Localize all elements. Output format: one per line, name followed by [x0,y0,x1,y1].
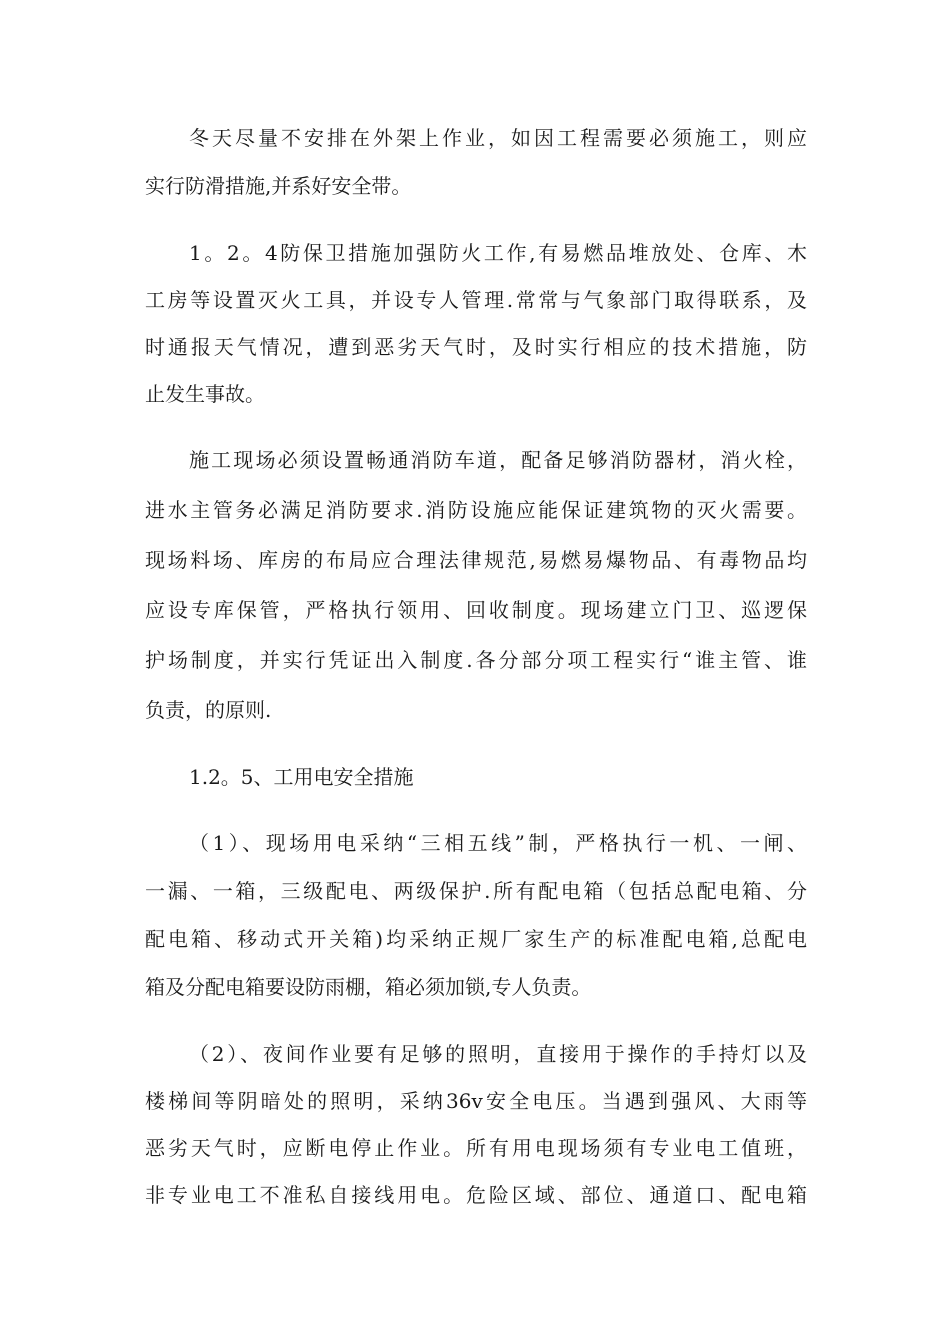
paragraph-1-line-2: 实行防滑措施,并系好安全带。 [145,174,412,198]
paragraph-2-line-3: 时通报天气情况，遭到恶劣天气时，及时实行相应的技术措施，防 [145,335,807,359]
paragraph-6-line-3: 恶劣天气时，应断电停止作业。所有用电现场须有专业电工值班， [145,1136,807,1160]
paragraph-3-line-3: 现场料场、库房的布局应合理法律规范,易燃易爆物品、有毒物品均 [145,548,807,572]
paragraph-1-line-1: 冬天尽量不安排在外架上作业，如因工程需要必须施工，则应 [189,126,807,150]
paragraph-5-line-4: 箱及分配电箱要设防雨棚，箱必须加锁,专人负责。 [145,975,592,999]
paragraph-6-line-2: 楼梯间等阴暗处的照明，采纳36v安全电压。当遇到强风、大雨等 [145,1089,807,1113]
paragraph-2-line-1: 1。2。4防保卫措施加强防火工作,有易燃品堆放处、仓库、木 [189,241,807,265]
paragraph-6-line-4: 非专业电工不准私自接线用电。危险区域、部位、通道口、配电箱 [145,1183,807,1207]
paragraph-3-line-1: 施工现场必须设置畅通消防车道，配备足够消防器材，消火栓， [189,448,807,472]
paragraph-6-line-1: （2）、夜间作业要有足够的照明，直接用于操作的手持灯以及 [189,1042,807,1066]
paragraph-3-line-4: 应设专库保管，严格执行领用、回收制度。现场建立门卫、巡逻保 [145,598,807,622]
paragraph-3-line-6: 负责，的原则. [145,698,272,722]
paragraph-5-line-2: 一漏、一箱，三级配电、两级保护.所有配电箱（包括总配电箱、分 [145,879,807,903]
paragraph-5-line-1: （1）、现场用电采纳“三相五线”制，严格执行一机、一闸、 [189,831,807,855]
paragraph-5-line-3: 配电箱、移动式开关箱)均采纳正规厂家生产的标准配电箱,总配电 [145,927,807,951]
paragraph-2-line-2: 工房等设置灭火工具，并设专人管理.常常与气象部门取得联系，及 [145,288,807,312]
section-heading-1-2-5: 1.2。5、工用电安全措施 [189,765,414,789]
paragraph-3-line-5: 护场制度，并实行凭证出入制度.各分部分项工程实行“谁主管、谁 [145,648,807,672]
paragraph-2-line-4: 止发生事故。 [145,382,265,406]
paragraph-3-line-2: 进水主管务必满足消防要求.消防设施应能保证建筑物的灭火需要。 [145,498,807,522]
